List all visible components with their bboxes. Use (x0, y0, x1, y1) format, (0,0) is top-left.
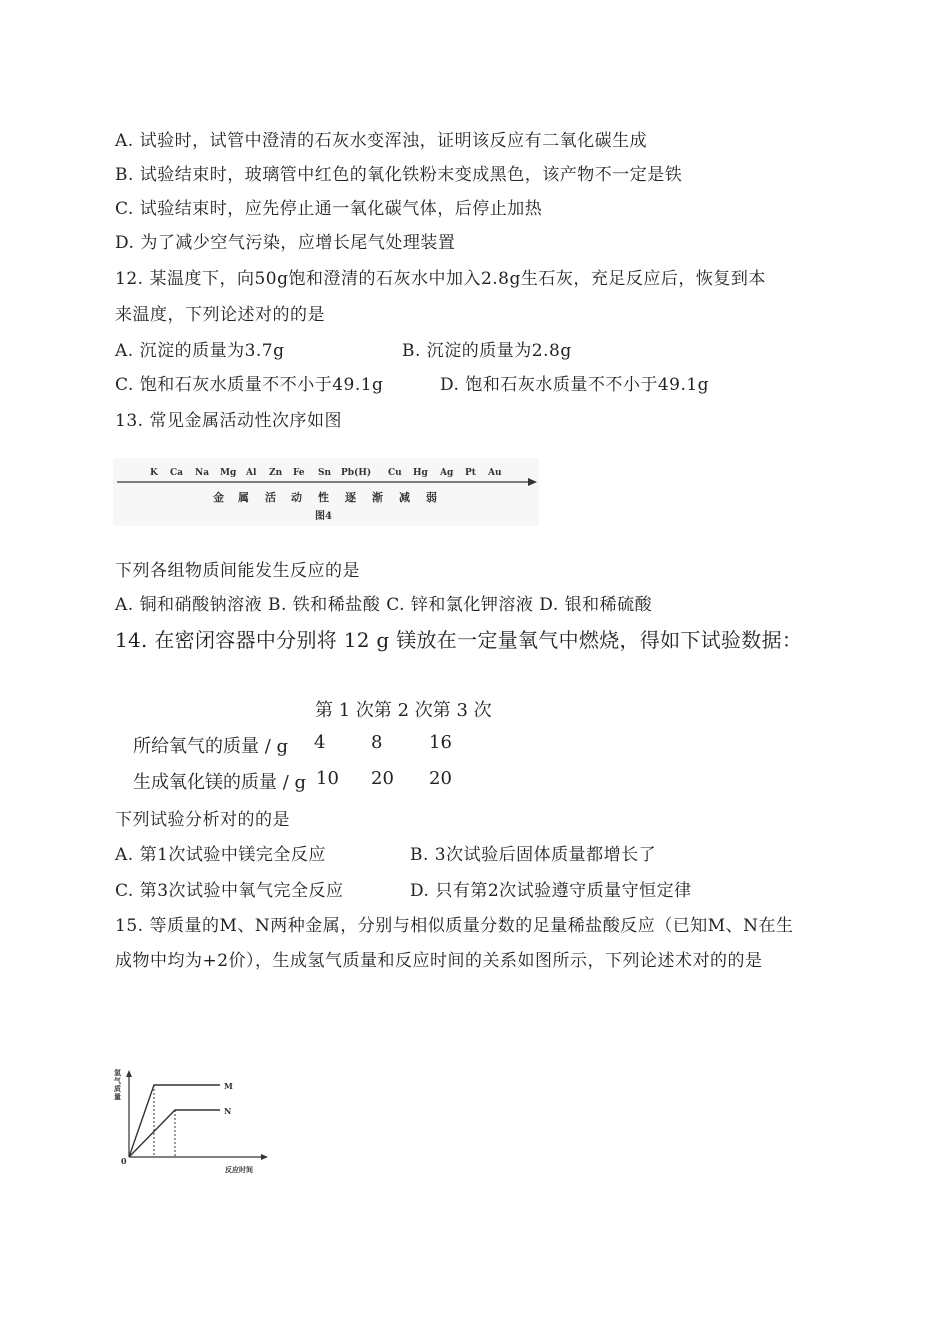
caption-char: 金 (213, 491, 224, 504)
q15-stem-line1: 15. 等质量的M、N两种金属，分别与相似质量分数的足量稀盐酸反应（已知M、N在生 (115, 916, 794, 936)
q14-option-d: D. 只有第2次试验遵守质量守恒定律 (410, 881, 692, 901)
q13-stem: 13. 常见金属活动性次序如图 (115, 411, 342, 431)
origin-label: 0 (121, 1156, 127, 1166)
y-axis-arrow (126, 1070, 132, 1077)
q14-option-a: A. 第1次试验中镁完全反应 (115, 845, 326, 865)
q14-row2-value: 20 (371, 768, 394, 789)
metal-symbol: Al (246, 468, 257, 478)
caption-char: 动 (291, 491, 302, 504)
figure-label: 图4 (315, 511, 332, 522)
q13-options: A. 铜和硝酸钠溶液 B. 铁和稀盐酸 C. 锌和氯化钾溶液 D. 银和稀硫酸 (115, 595, 653, 615)
q14-option-c: C. 第3次试验中氧气完全反应 (115, 881, 344, 901)
q14-table-header: 第 1 次第 2 次第 3 次 (315, 700, 492, 721)
series-n-label: N (224, 1106, 232, 1116)
metal-symbol: Na (195, 468, 210, 478)
metal-symbol: Pt (465, 468, 476, 478)
metal-activity-figure (113, 458, 539, 526)
metal-activity-diagram (113, 458, 539, 526)
ylabel-char: 质 (114, 1084, 121, 1093)
ylabel-char: 气 (114, 1076, 121, 1085)
q12-stem-line1: 12. 某温度下，向50g饱和澄清的石灰水中加入2.8g生石灰，充足反应后，恢复到本 (115, 269, 766, 289)
q14-question: 下列试验分析对的的是 (115, 810, 290, 830)
q14-stem: 14. 在密闭容器中分别将 12 g 镁放在一定量氧气中燃烧，得如下试验数据： (115, 628, 803, 652)
q14-row2-label: 生成氧化镁的质量 / g (133, 772, 307, 793)
metal-symbol: Pb(H) (341, 468, 372, 478)
caption-char: 活 (265, 491, 276, 504)
metal-symbol: Hg (413, 468, 428, 478)
metal-symbol: Au (488, 468, 502, 478)
q15-stem-line2: 成物中均为+2价），生成氢气质量和反应时间的关系如图所示，下列论述术对的的是 (115, 951, 763, 971)
q11-option-d: D. 为了减少空气污染，应增长尾气处理装置 (115, 233, 456, 253)
metal-symbol: K (150, 468, 158, 478)
q14-row1-value: 16 (429, 732, 452, 753)
q14-row1-value: 4 (314, 732, 326, 753)
q11-option-b: B. 试验结束时，玻璃管中红色的氧化铁粉末变成黑色，该产物不一定是铁 (115, 165, 683, 185)
q13-question: 下列各组物质间能发生反应的是 (115, 561, 360, 581)
q14-row2-value: 20 (429, 768, 452, 789)
x-axis-label: 反应时间 (225, 1165, 253, 1174)
q12-option-a: A. 沉淀的质量为3.7g (115, 341, 285, 361)
q11-option-c: C. 试验结束时，应先停止通一氧化碳气体，后停止加热 (115, 199, 543, 219)
q14-row1-label: 所给氧气的质量 / g (133, 736, 289, 757)
metal-symbol: Mg (220, 468, 237, 478)
q11-option-a: A. 试验时，试管中澄清的石灰水变浑浊，证明该反应有二氧化碳生成 (115, 131, 648, 151)
metal-symbol: Ca (170, 468, 183, 478)
metal-symbol: Sn (318, 468, 332, 478)
q14-row1-value: 8 (371, 732, 383, 753)
caption-char: 属 (238, 491, 249, 504)
ylabel-char: 氢 (114, 1068, 121, 1077)
q12-option-d: D. 饱和石灰水质量不不小于49.1g (440, 375, 710, 395)
series-m-label: M (224, 1081, 233, 1091)
q14-row2-value: 10 (316, 768, 339, 789)
metal-symbol: Ag (440, 468, 454, 478)
caption-char: 减 (399, 491, 410, 504)
hydrogen-reaction-graph (112, 1065, 277, 1175)
caption-char: 逐 (345, 491, 356, 504)
caption-char: 性 (318, 491, 329, 504)
activity-arrow-head (528, 478, 537, 486)
metal-symbol: Zn (269, 468, 283, 478)
metal-symbol: Fe (293, 468, 305, 478)
hydrogen-graph-svg (112, 1065, 277, 1175)
ylabel-char: 量 (114, 1092, 121, 1101)
caption-char: 渐 (372, 491, 383, 504)
q12-stem-line2: 来温度，下列论述对的的是 (115, 305, 325, 325)
q14-option-b: B. 3次试验后固体质量都增长了 (410, 845, 657, 865)
metal-symbol: Cu (388, 468, 402, 478)
x-axis-arrow (261, 1154, 268, 1160)
q12-option-b: B. 沉淀的质量为2.8g (402, 341, 572, 361)
caption-char: 弱 (426, 491, 437, 504)
q12-option-c: C. 饱和石灰水质量不不小于49.1g (115, 375, 384, 395)
